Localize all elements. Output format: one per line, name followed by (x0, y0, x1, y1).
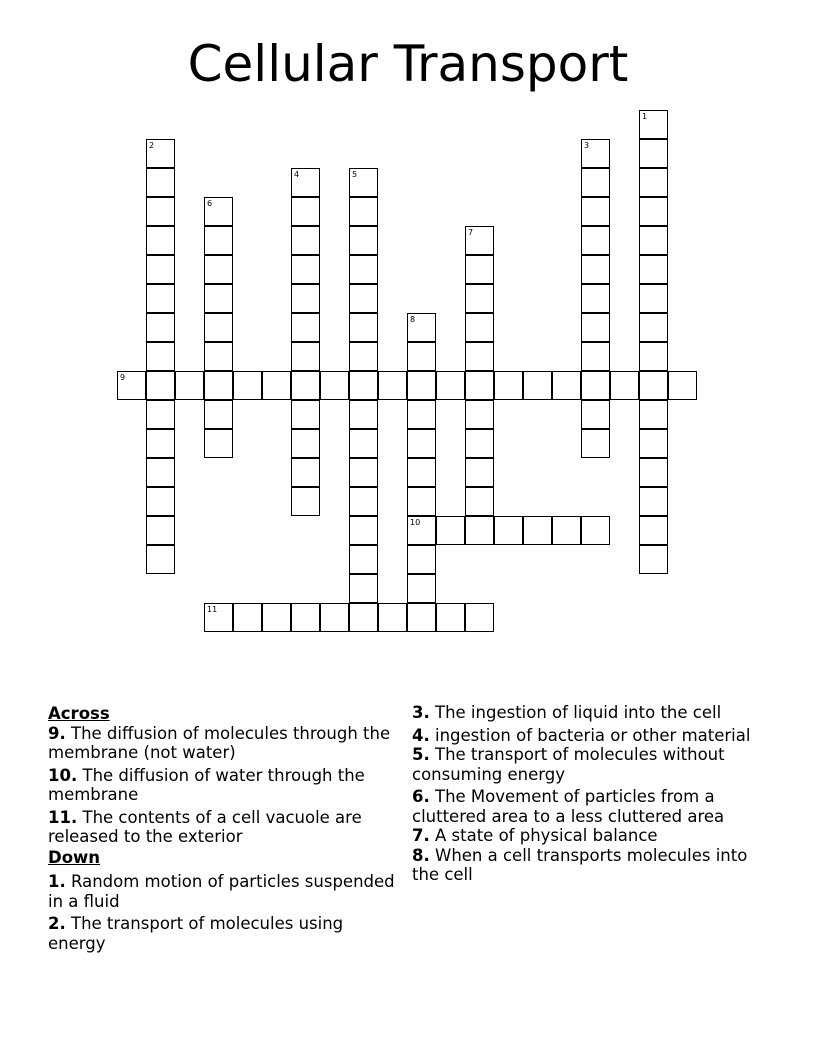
crossword-cell[interactable] (349, 226, 378, 255)
crossword-cell[interactable] (349, 516, 378, 545)
crossword-cell[interactable] (117, 371, 146, 400)
crossword-cell[interactable] (436, 603, 465, 632)
crossword-cell[interactable] (494, 516, 523, 545)
crossword-cell[interactable] (146, 313, 175, 342)
crossword-cell[interactable] (610, 371, 639, 400)
crossword-cell[interactable] (639, 168, 668, 197)
crossword-cell[interactable] (639, 429, 668, 458)
crossword-cell[interactable] (146, 458, 175, 487)
crossword-cell[interactable] (581, 284, 610, 313)
crossword-cell[interactable] (581, 313, 610, 342)
crossword-cell[interactable] (349, 458, 378, 487)
crossword-cell[interactable] (146, 139, 175, 168)
crossword-cell[interactable] (639, 458, 668, 487)
crossword-cell[interactable] (639, 516, 668, 545)
crossword-cell[interactable] (465, 458, 494, 487)
crossword-cell[interactable] (291, 342, 320, 371)
clue-across-10: 10. The diffusion of water through the membrane (48, 765, 365, 804)
crossword-cell[interactable] (146, 371, 175, 400)
crossword-cell[interactable] (146, 429, 175, 458)
crossword-cell[interactable] (349, 168, 378, 197)
crossword-cell[interactable] (465, 487, 494, 516)
crossword-cell[interactable] (581, 400, 610, 429)
crossword-cell[interactable] (581, 255, 610, 284)
crossword-cell[interactable] (407, 429, 436, 458)
crossword-cell[interactable] (146, 284, 175, 313)
crossword-cell[interactable] (291, 487, 320, 516)
crossword-cell[interactable] (639, 197, 668, 226)
crossword-cell[interactable] (291, 197, 320, 226)
clue-number: 6 (207, 199, 213, 208)
crossword-cell[interactable] (146, 226, 175, 255)
clue-number: 5 (352, 170, 358, 179)
crossword-cell[interactable] (407, 487, 436, 516)
crossword-cell[interactable] (291, 429, 320, 458)
clue-number: 9 (120, 373, 126, 382)
crossword-cell[interactable] (407, 313, 436, 342)
page-title: Cellular Transport (187, 35, 629, 93)
crossword-cell[interactable] (639, 255, 668, 284)
crossword-cell[interactable] (349, 603, 378, 632)
crossword-cell[interactable] (146, 168, 175, 197)
crossword-cell[interactable] (262, 371, 291, 400)
crossword-cell[interactable] (204, 255, 233, 284)
crossword-cell[interactable] (349, 313, 378, 342)
crossword-cell[interactable] (204, 400, 233, 429)
crossword-cell[interactable] (204, 226, 233, 255)
across-heading: Across (48, 704, 110, 723)
crossword-cell[interactable] (407, 545, 436, 574)
crossword-cell[interactable] (349, 429, 378, 458)
crossword-cell[interactable] (639, 313, 668, 342)
crossword-cell[interactable] (552, 516, 581, 545)
crossword-cell[interactable] (204, 342, 233, 371)
crossword-cell[interactable] (581, 226, 610, 255)
clue-down-1: 1. Random motion of particles suspended in a fluid (48, 872, 395, 911)
crossword-cell[interactable] (291, 226, 320, 255)
clue-number: 8 (410, 315, 416, 324)
crossword-cell[interactable] (639, 400, 668, 429)
crossword-cell[interactable] (436, 371, 465, 400)
clue-number: 10 (410, 518, 421, 527)
clue-number: 4 (294, 170, 300, 179)
crossword-cell[interactable] (146, 545, 175, 574)
crossword-cell[interactable] (639, 139, 668, 168)
crossword-cell[interactable] (639, 226, 668, 255)
crossword-cell[interactable] (465, 603, 494, 632)
crossword-cell[interactable] (436, 516, 465, 545)
crossword-cell[interactable] (581, 168, 610, 197)
crossword-cell[interactable] (349, 284, 378, 313)
crossword-cell[interactable] (465, 342, 494, 371)
crossword-cell[interactable] (639, 110, 668, 139)
clue-number: 2 (149, 141, 155, 150)
clue-down-4: 4. ingestion of bacteria or other material (412, 725, 751, 745)
clue-across-11: 11. The contents of a cell vacuole are released to the exterior (48, 807, 362, 846)
crossword-cell[interactable] (465, 284, 494, 313)
crossword-cell[interactable] (349, 400, 378, 429)
clue-down-6: 6. The Movement of particles from a cluttered area to a less cluttered area (412, 787, 725, 826)
crossword-cell[interactable] (639, 342, 668, 371)
crossword-cell[interactable] (581, 371, 610, 400)
crossword-cell[interactable] (668, 371, 697, 400)
clue-number: 3 (584, 141, 590, 150)
crossword-cell[interactable] (465, 255, 494, 284)
crossword-cell[interactable] (639, 371, 668, 400)
crossword-cell[interactable] (349, 197, 378, 226)
crossword-cell[interactable] (465, 226, 494, 255)
crossword-cell[interactable] (291, 400, 320, 429)
crossword-cell[interactable] (349, 545, 378, 574)
crossword-cell[interactable] (146, 342, 175, 371)
crossword-cell[interactable] (175, 371, 204, 400)
crossword-cell[interactable] (523, 516, 552, 545)
crossword-cell[interactable] (378, 371, 407, 400)
down-heading: Down (48, 847, 101, 867)
crossword-cell[interactable] (639, 545, 668, 574)
crossword-cell[interactable] (581, 429, 610, 458)
clues-left-column (48, 703, 398, 956)
crossword-cell[interactable] (407, 342, 436, 371)
crossword-cell[interactable] (639, 487, 668, 516)
clue-number: 1 (642, 112, 648, 121)
crossword-cell[interactable] (639, 284, 668, 313)
crossword-cell[interactable] (204, 429, 233, 458)
crossword-cell[interactable] (349, 371, 378, 400)
crossword-cell[interactable] (204, 197, 233, 226)
crossword-cell[interactable] (465, 400, 494, 429)
crossword-cell[interactable] (146, 400, 175, 429)
crossword-cell[interactable] (146, 516, 175, 545)
clue-down-5: 5. The transport of molecules without consuming energy (412, 745, 725, 784)
clue-across-9: 9. The diffusion of molecules through the membrane (not water) (48, 723, 391, 762)
clue-down-3: 3. The ingestion of liquid into the cell (412, 703, 722, 722)
crossword-cell[interactable] (204, 284, 233, 313)
clue-down-8: 8. When a cell transports molecules into the cell (412, 845, 748, 884)
crossword-cell[interactable] (407, 458, 436, 487)
crossword-cell[interactable] (494, 371, 523, 400)
clue-number: 11 (207, 605, 218, 614)
crossword-cell[interactable] (407, 574, 436, 603)
crossword-cell[interactable] (146, 197, 175, 226)
crossword-cell[interactable] (349, 574, 378, 603)
crossword-cell[interactable] (407, 400, 436, 429)
crossword-cell[interactable] (465, 313, 494, 342)
crossword-cell[interactable] (523, 371, 552, 400)
crossword-cell[interactable] (581, 342, 610, 371)
crossword-cell[interactable] (349, 255, 378, 284)
clue-down-7: 7. A state of physical balance (412, 826, 658, 845)
crossword-cell[interactable] (204, 371, 233, 400)
crossword-cell[interactable] (262, 603, 291, 632)
crossword-cell[interactable] (378, 603, 407, 632)
crossword-cell[interactable] (349, 342, 378, 371)
crossword-cell[interactable] (465, 371, 494, 400)
crossword-cell[interactable] (465, 516, 494, 545)
crossword-cell[interactable] (291, 255, 320, 284)
crossword-cell[interactable] (320, 603, 349, 632)
crossword-cell[interactable] (349, 487, 378, 516)
crossword-cell[interactable] (146, 487, 175, 516)
crossword-cell[interactable] (233, 371, 262, 400)
crossword-cell[interactable] (581, 516, 610, 545)
crossword-cell[interactable] (146, 255, 175, 284)
crossword-cell[interactable] (291, 458, 320, 487)
crossword-cell[interactable] (581, 197, 610, 226)
clues-right-column (412, 703, 767, 888)
crossword-cell[interactable] (407, 603, 436, 632)
crossword-cell[interactable] (233, 603, 262, 632)
crossword-cell[interactable] (581, 139, 610, 168)
crossword-cell[interactable] (291, 284, 320, 313)
crossword-cell[interactable] (291, 168, 320, 197)
crossword-cell[interactable] (291, 371, 320, 400)
crossword-cell[interactable] (465, 429, 494, 458)
crossword-cell[interactable] (552, 371, 581, 400)
crossword-cell[interactable] (407, 371, 436, 400)
crossword-cell[interactable] (407, 516, 436, 545)
crossword-cell[interactable] (204, 603, 233, 632)
clue-down-2: 2. The transport of molecules using energy (48, 914, 344, 953)
crossword-cell[interactable] (204, 313, 233, 342)
crossword-cell[interactable] (291, 313, 320, 342)
crossword-cell[interactable] (291, 603, 320, 632)
crossword-cell[interactable] (320, 371, 349, 400)
clue-number: 7 (468, 228, 474, 237)
